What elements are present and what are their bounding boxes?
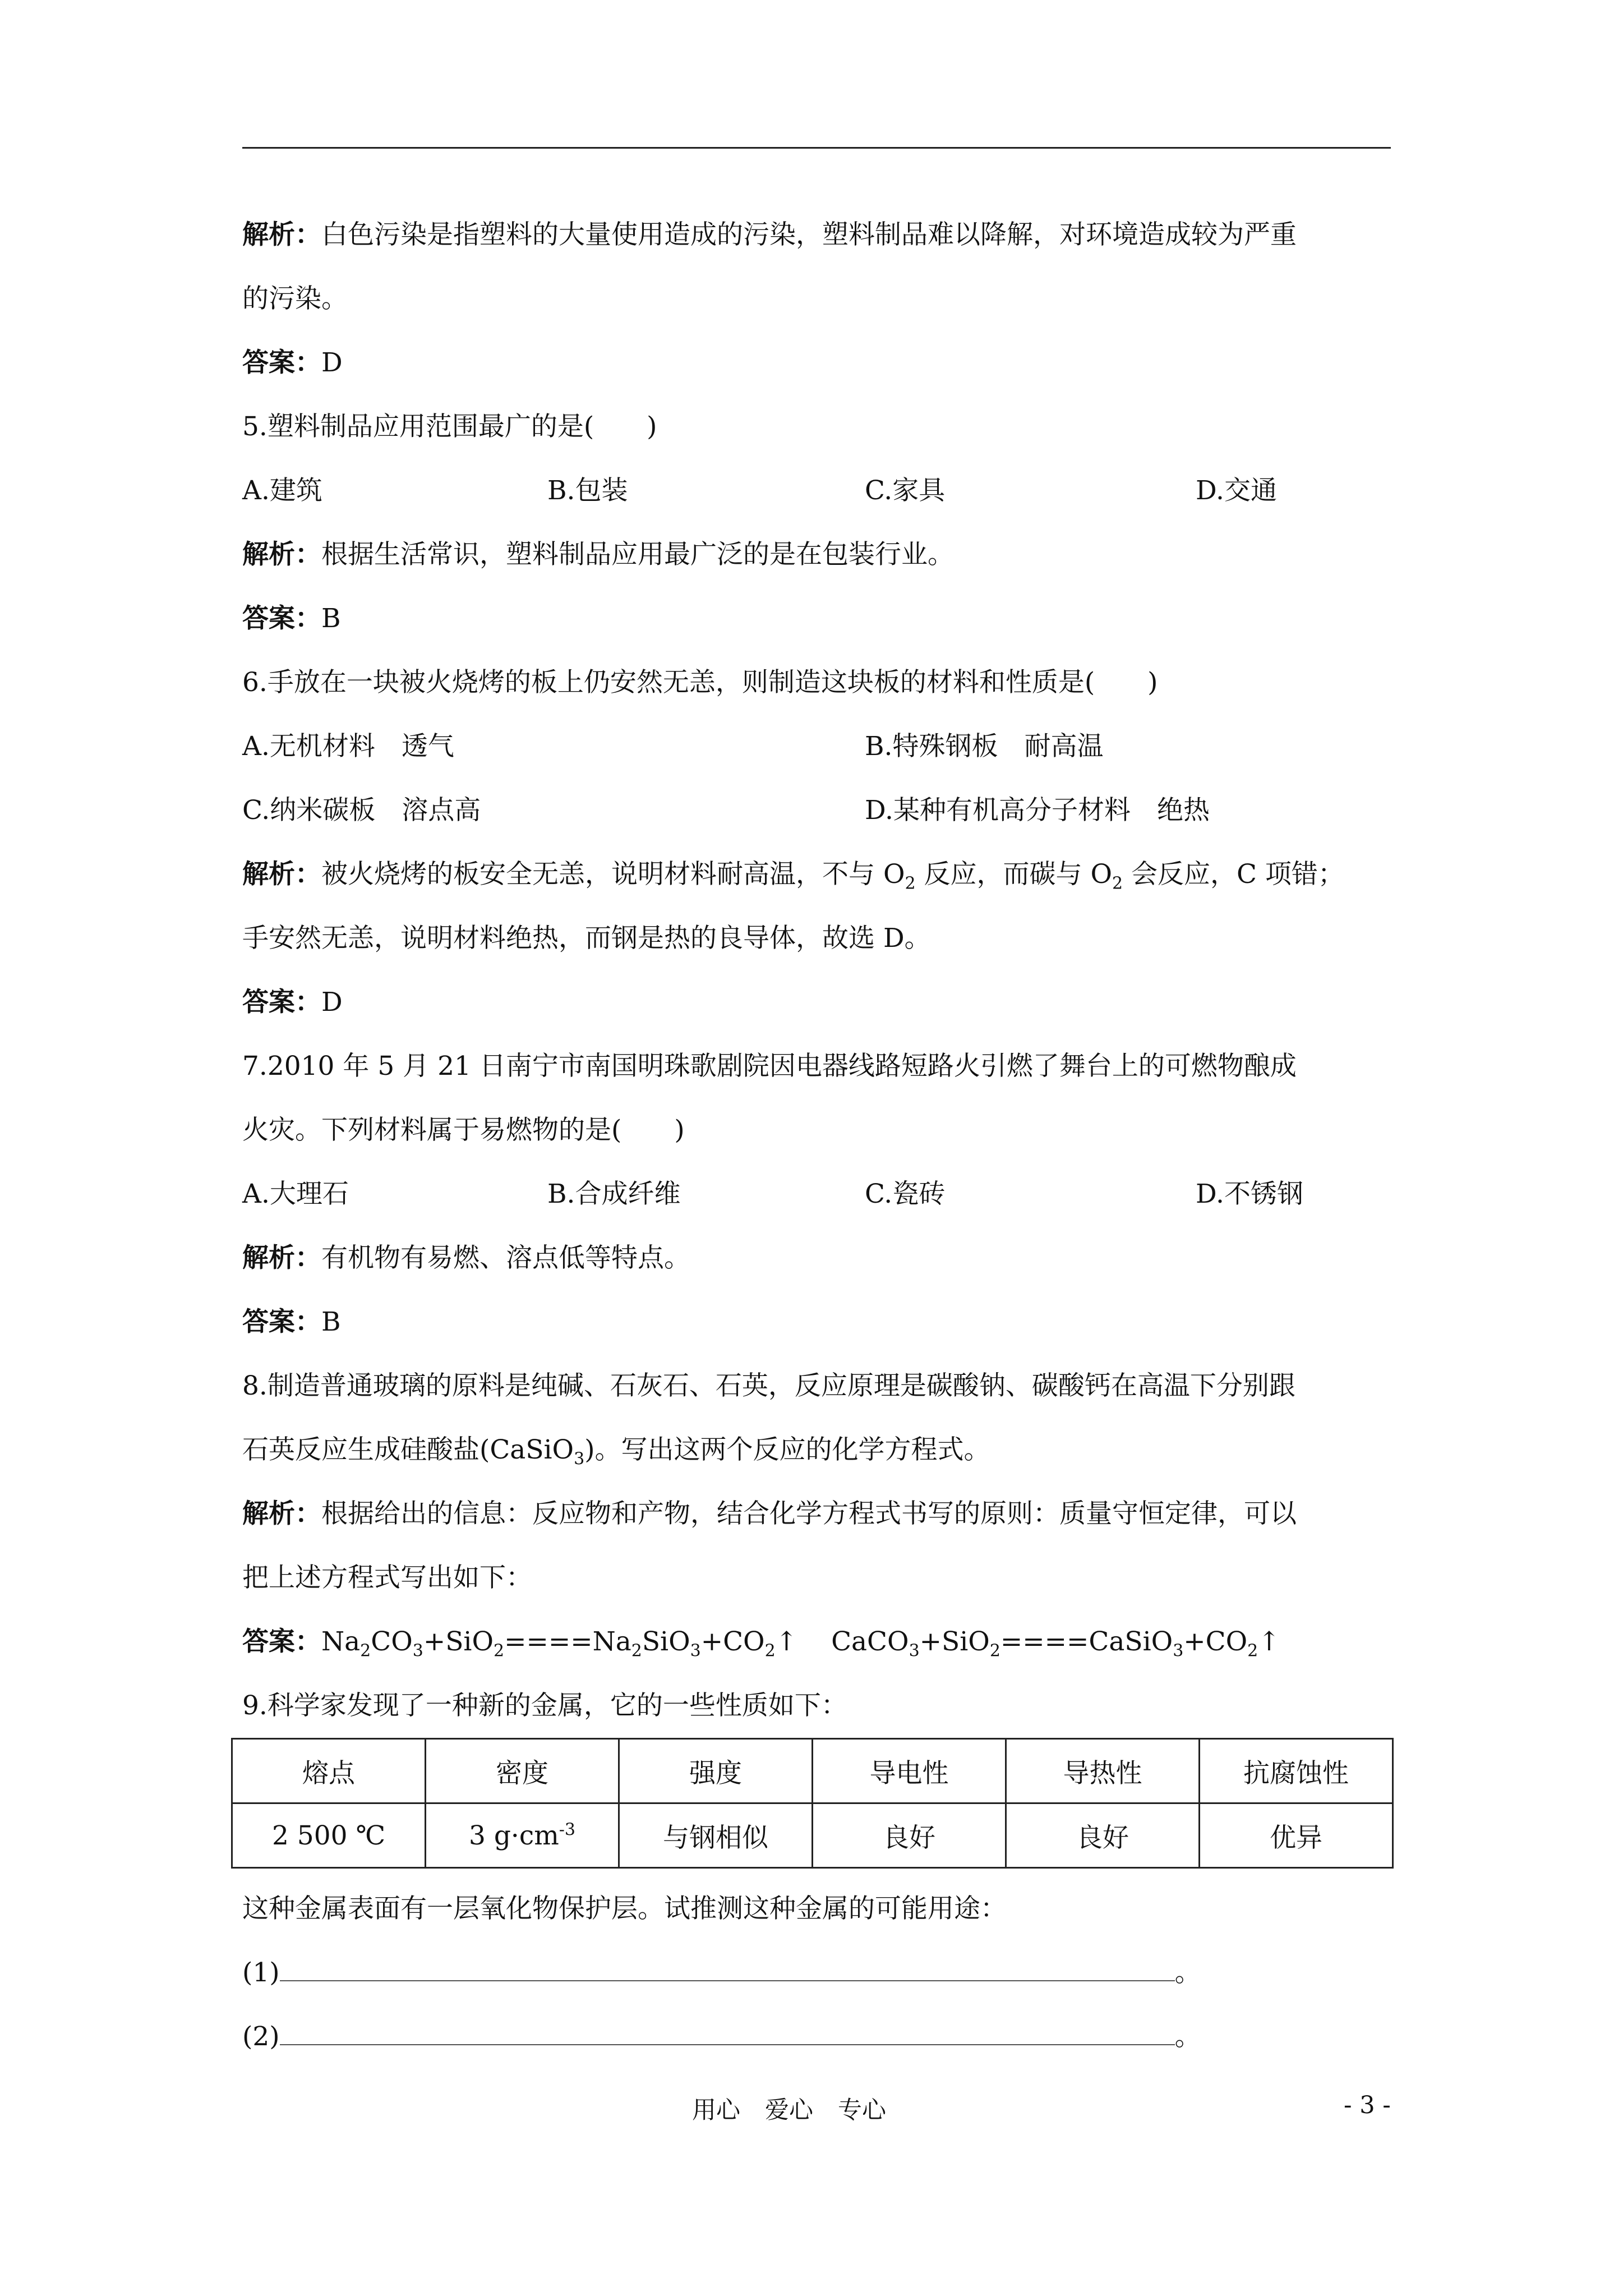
option-b: B.特殊钢板 耐高温 — [865, 731, 1104, 762]
option-b: B.包装 — [547, 475, 628, 506]
analysis-line: 解析：有机物有易燃、溶点低等特点。 — [242, 1243, 690, 1273]
question-stem: 6.手放在一块被火烧烤的板上仍安然无恙，则制造这块板的材料和性质是( ) — [242, 667, 1158, 698]
question-stem: 8.制造普通玻璃的原料是纯碱、石灰石、石英，反应原理是碳酸钠、碳酸钙在高温下分别跟 — [242, 1370, 1295, 1401]
page-number: - 3 - — [1344, 2091, 1391, 2119]
option-a: A.大理石 — [242, 1179, 349, 1209]
option-c: C.纳米碳板 溶点高 — [242, 795, 481, 826]
answer-blank-2: (2) 。 — [242, 2005, 1398, 2069]
option-d: D.某种有机高分子材料 绝热 — [865, 795, 1210, 826]
analysis-line: 手安然无恙，说明材料绝热，而钢是热的良导体，故选 D。 — [242, 923, 931, 954]
analysis-line: 解析：根据生活常识，塑料制品应用最广泛的是在包装行业。 — [242, 539, 954, 570]
header-rule — [242, 147, 1391, 149]
answer-line: 答案：D — [242, 987, 343, 1018]
blank-line[interactable] — [280, 2015, 1175, 2045]
question-stem: 9.科学家发现了一种新的金属，它的一些性质如下： — [242, 1690, 847, 1721]
blank-line[interactable] — [280, 1951, 1175, 1981]
answer-line: 答案：B — [242, 603, 341, 634]
answer-blank-1: (1) 。 — [242, 1941, 1398, 2005]
table-header-cell: 导电性 — [813, 1739, 1006, 1803]
option-b: B.合成纤维 — [547, 1179, 681, 1209]
page-content — [242, 203, 1398, 1738]
table-cell: 2 500 ℃ — [232, 1803, 426, 1868]
option-row — [242, 779, 1398, 843]
table-cell: 良好 — [1006, 1803, 1200, 1868]
option-a: A.建筑 — [242, 475, 322, 506]
answer-line: 答案：D — [242, 347, 343, 378]
table-header-cell: 强度 — [619, 1739, 813, 1803]
analysis-line: 的污染。 — [242, 283, 348, 314]
option-c: C.瓷砖 — [865, 1179, 946, 1209]
option-d: D.交通 — [1196, 475, 1277, 506]
table-cell: 良好 — [813, 1803, 1006, 1868]
table-header-cell: 导热性 — [1006, 1739, 1200, 1803]
equation-2: $CaCO_3+SiO_2====CaSiO_3+CO_2↑$ — [831, 1626, 1280, 1661]
analysis-line: 解析：根据给出的信息：反应物和产物，结合化学方程式书写的原则：质量守恒定律，可以 — [242, 1498, 1297, 1529]
option-row — [242, 1162, 1398, 1226]
table-header-cell: 抗腐蚀性 — [1200, 1739, 1393, 1803]
equation-1: $Na_2CO_3+SiO_2====Na_2SiO_3+CO_2↑$ — [321, 1626, 798, 1661]
option-row — [242, 715, 1398, 779]
option-d: D.不锈钢 — [1196, 1179, 1303, 1209]
option-row — [242, 459, 1398, 523]
answer-line: 答案：$Na_2CO_3+SiO_2====Na_2SiO_3+CO_2↑$ $CaCO_3+SiO_2====CaSiO_3+CO_2↑$ — [242, 1626, 1280, 1661]
answer-line: 答案：B — [242, 1306, 341, 1337]
option-a: A.无机材料 透气 — [242, 731, 454, 762]
question-stem: 火灾。下列材料属于易燃物的是( ) — [242, 1115, 685, 1145]
table-cell: 与钢相似 — [619, 1803, 813, 1868]
table-header-cell: 熔点 — [232, 1739, 426, 1803]
table-cell: 优异 — [1200, 1803, 1393, 1868]
question-stem: 7.2010 年 5 月 21 日南宁市南国明珠歌剧院因电器线路短路火引燃了舞台上的可燃物酿成 — [242, 1051, 1297, 1082]
question-text: 这种金属表面有一层氧化物保护层。试推测这种金属的可能用途： — [242, 1893, 1007, 1924]
analysis-line: 把上述方程式写出如下： — [242, 1562, 532, 1593]
table-header-row — [232, 1739, 1393, 1803]
properties-table — [231, 1738, 1394, 1869]
analysis-line: 解析：白色污染是指塑料的大量使用造成的污染，塑料制品难以降解，对环境造成较为严重 — [242, 219, 1297, 250]
question-stem: 5.塑料制品应用范围最广的是( ) — [242, 411, 657, 442]
q9-followup — [242, 1877, 1398, 2069]
table-cell: 3 $g\cdot cm^{-3}$ — [426, 1803, 619, 1868]
analysis-line: 解析：被火烧烤的板安全无恙，说明材料耐高温，不与 $O_2$ 反应，而碳与 $O_2$ 会反应，C 项错； — [242, 859, 1344, 894]
table-row — [232, 1803, 1393, 1868]
question-stem: 石英反应生成硅酸盐(CaSiO$_3$)。写出这两个反应的化学方程式。 — [242, 1434, 990, 1469]
table-header-cell: 密度 — [426, 1739, 619, 1803]
option-c: C.家具 — [865, 475, 946, 506]
footer-motto: 用心 爱心 专心 — [692, 2096, 886, 2124]
